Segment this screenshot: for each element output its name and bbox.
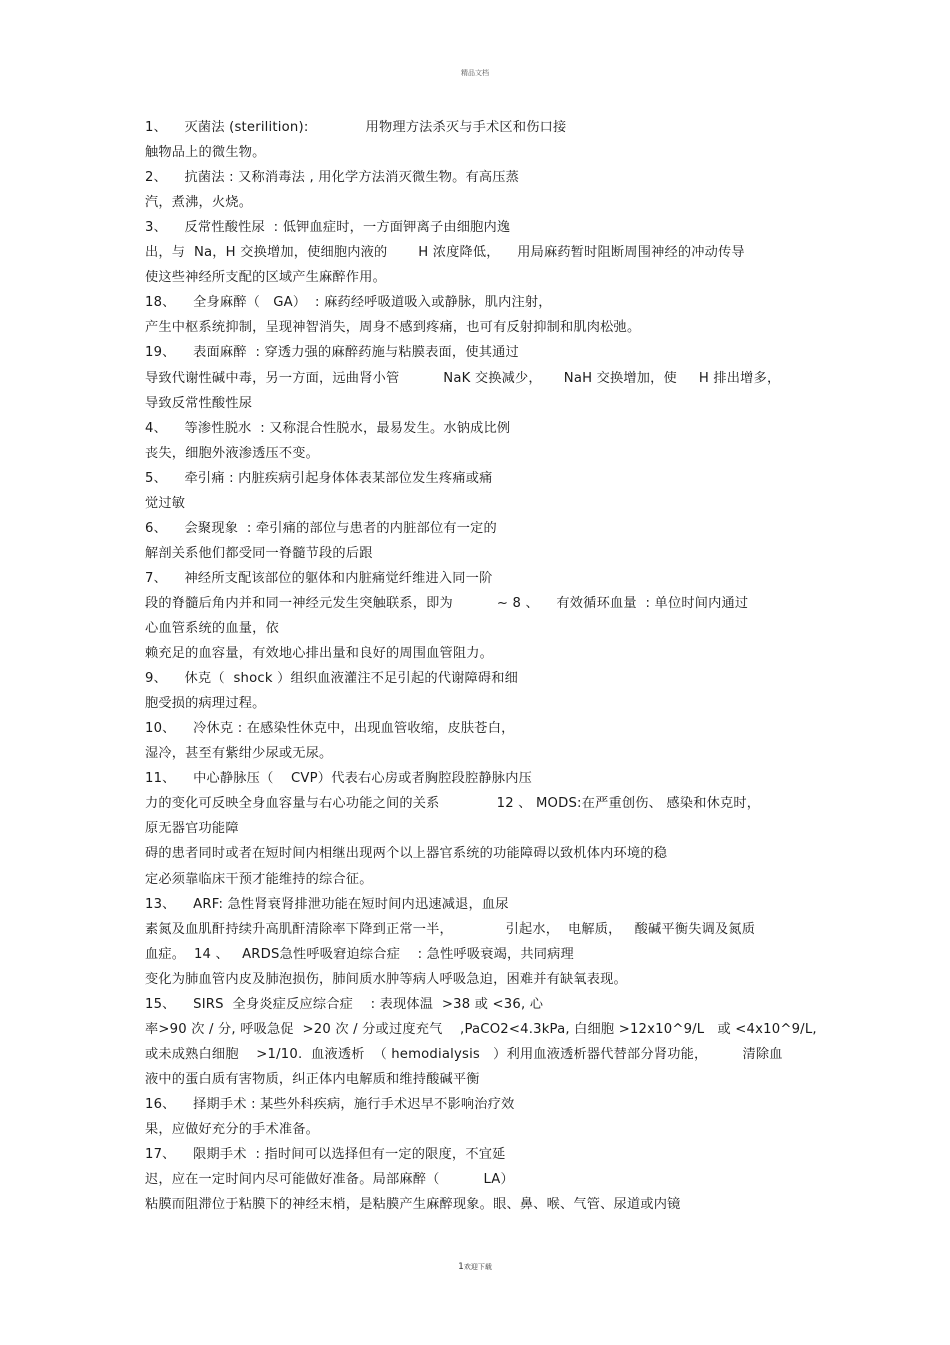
text-line: 触物品上的微生物。 <box>145 145 266 161</box>
text-line: 变化为肺血管内皮及肺泡损伤，肺间质水肿等病人呼吸急迫，困难并有缺氧表现。 <box>145 971 627 987</box>
text-line: 7、 神经所支配该部位的躯体和内脏痛觉纤维进入同一阶 <box>145 570 493 586</box>
text-line: 出，与 Na，H 交换增加，使细胞内液的 H 浓度降低， 用局麻药暂时阻断周围神经的冲动传导 <box>145 245 745 261</box>
text-line: 素氮及血肌酐持续升高肌酐清除率下降到正常一半， 引起水， 电解质， 酸碱平衡失调及氮质 <box>145 921 756 937</box>
text-line: 导致代谢性碱中毒，另一方面，远曲肾小管 NaK 交换减少， NaH 交换增加，使 H 排出增多， <box>145 370 781 386</box>
text-line: 13、 ARF: 急性肾衰肾排泄功能在短时间内迅速减退，血尿 <box>145 896 509 912</box>
page-number: 1 <box>458 1262 464 1272</box>
text-line: 觉过敏 <box>145 495 186 511</box>
text-line: 16、 择期手术 : 某些外科疾病，施行手术迟早不影响治疗效 <box>145 1096 515 1112</box>
text-line: 18、 全身麻醉（ GA） : 麻药经呼吸道吸入或静脉，肌内注射， <box>145 295 552 311</box>
text-line: 力的变化可反映全身血容量与右心功能之间的关系 12 、 MODS:在严重创伤、 感染和休克时， <box>145 796 761 812</box>
text-line: 原无器官功能障 <box>145 821 239 837</box>
text-line: 粘膜而阻滞位于粘膜下的神经末梢，是粘膜产生麻醉现象。眼、鼻、喉、气管、尿道或内镜 <box>145 1197 681 1213</box>
text-line: 产生中枢系统抑制，呈现神智消失，周身不感到疼痛，也可有反射抑制和肌肉松弛。 <box>145 320 641 336</box>
text-line: 液中的蛋白质有害物质，纠正体内电解质和维持酸碱平衡 <box>145 1071 480 1087</box>
text-line: 迟，应在一定时间内尽可能做好准备。局部麻醉（ LA） <box>145 1172 514 1188</box>
text-line: 解剖关系他们都受同一脊髓节段的后跟 <box>145 545 373 561</box>
page-header: 精品文档 <box>461 69 489 77</box>
text-line: 19、 表面麻醉 : 穿透力强的麻醉药施与粘膜表面，使其通过 <box>145 345 519 361</box>
text-line: 9、 休克（ shock ）组织血液灌注不足引起的代谢障碍和细 <box>145 671 519 687</box>
text-line: 6、 会聚现象 : 牵引痛的部位与患者的内脏部位有一定的 <box>145 520 497 536</box>
footer-text: 欢迎下载 <box>463 1263 492 1271</box>
text-line: 使这些神经所支配的区域产生麻醉作用。 <box>145 270 386 286</box>
text-line: 赖充足的血容量，有效地心排出量和良好的周围血管阻力。 <box>145 646 494 662</box>
text-line: 胞受损的病理过程。 <box>145 696 266 712</box>
text-line: 心血管系统的血量，依 <box>145 621 279 636</box>
text-line: 17、 限期手术 : 指时间可以选择但有一定的限度，不宜延 <box>145 1147 506 1163</box>
text-line: 丧失，细胞外液渗透压不变。 <box>145 445 320 461</box>
text-line: 15、 SIRS 全身炎症反应综合症 : 表现体温 >38 或 <36, 心 <box>145 996 544 1012</box>
text-line: 10、 冷休克 : 在感染性休克中，出现血管收缩，皮肤苍白， <box>145 721 515 737</box>
text-line: 5、 牵引痛 : 内脏疾病引起身体体表某部位发生疼痛或痛 <box>145 470 493 486</box>
text-line: 汽，煮沸，火烧。 <box>145 195 253 211</box>
text-line: 3、 反常性酸性尿 : 低钾血症时，一方面钾离子由细胞内逸 <box>145 220 511 236</box>
text-line: 导致反常性酸性尿 <box>145 395 253 411</box>
text-line: 2、 抗菌法 : 又称消毒法 , 用化学方法消灭微生物。有高压蒸 <box>145 170 520 186</box>
page-footer <box>0 1262 950 1272</box>
text-line: 血症。 14 、 ARDS急性呼吸窘迫综合症 : 急性呼吸衰竭，共同病理 <box>145 946 574 962</box>
text-line: 4、 等渗性脱水 : 又称混合性脱水，最易发生。水钠成比例 <box>145 420 511 436</box>
text-line: 段的脊髓后角内并和同一神经元发生突触联系，即为 ~ 8 、 有效循环血量 : 单位时间内通过 <box>145 595 749 611</box>
text-line: 湿冷，甚至有紫绀少尿或无尿。 <box>145 746 333 762</box>
text-line: 或未成熟白细胞 >1/10. 血液透析 （ hemodialysis ）利用血液透析器代替部分肾功能， 清除血 <box>145 1046 783 1062</box>
text-line: 果，应做好充分的手术准备。 <box>145 1122 320 1137</box>
text-line: 11、 中心静脉压（ CVP）代表右心房或者胸腔段腔静脉内压 <box>145 771 533 787</box>
text-line: 率>90 次 / 分, 呼吸急促 >20 次 / 分或过度充气 ,PaCO2<4.3kPa, 白细胞 >12x10^9/L 或 <4x10^9/L, <box>145 1021 817 1037</box>
text-line: 碍的患者同时或者在短时间内相继出现两个以上器官系统的功能障碍以致机体内环境的稳 <box>145 846 668 862</box>
text-line: 1、 灭菌法 (sterilition): 用物理方法杀灭与手术区和伤口接 <box>145 120 567 135</box>
text-line: 定必须靠临床干预才能维持的综合征。 <box>145 871 373 887</box>
